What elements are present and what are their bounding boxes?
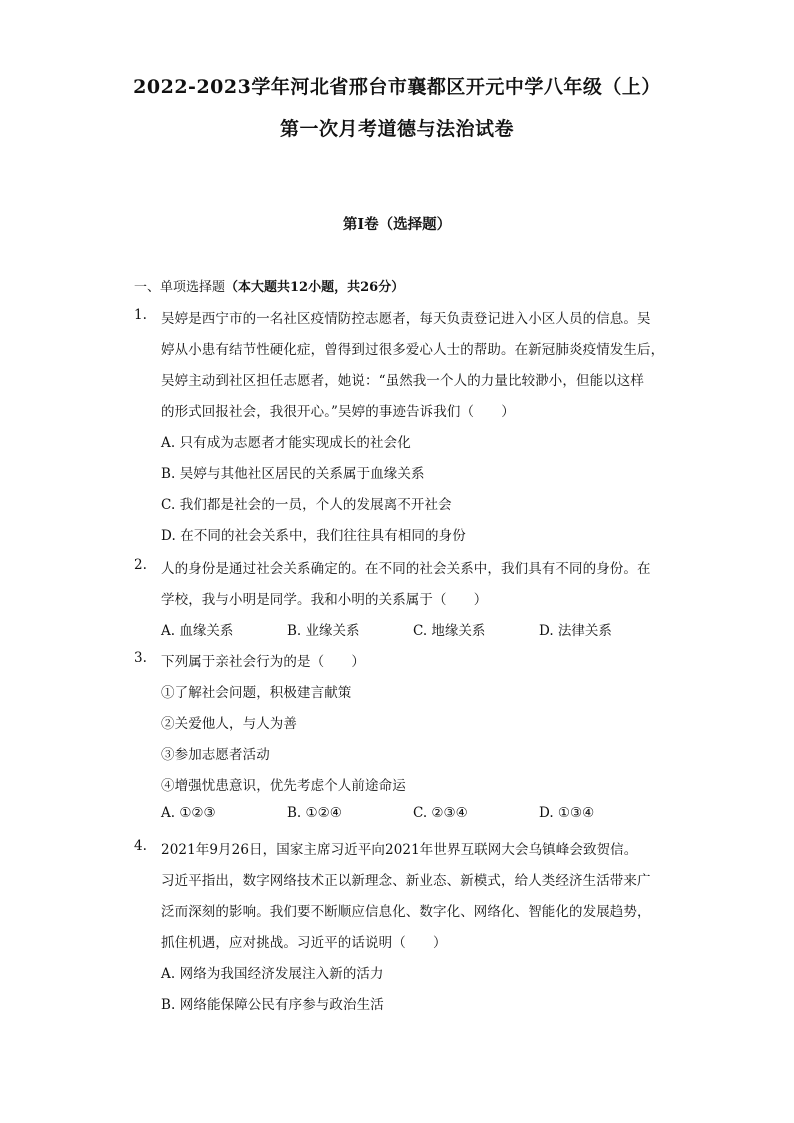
section-heading	[134, 276, 404, 295]
question-3-option-b: B. ①②④	[287, 805, 342, 821]
section-note: （本大题共12小题，共26分）	[225, 280, 405, 295]
question-3-statement-4: ④增强忧患意识，优先考虑个人前途命运	[161, 778, 406, 794]
question-2-option-d: D. 法律关系	[539, 623, 612, 639]
question-4-number: 4.	[134, 838, 147, 854]
section-title: 一、单项选择题	[134, 280, 226, 295]
question-4-line-3: 泛而深刻的影响。我们要不断顺应信息化、数字化、网络化、智能化的发展趋势，	[161, 904, 651, 920]
exam-title-line-2: 第一次月考道德与法治试卷	[279, 118, 514, 140]
question-2-line-2: 学校，我与小明是同学。我和小明的关系属于（ ）	[161, 592, 488, 608]
question-1-option-a: A. 只有成为志愿者才能实现成长的社会化	[161, 435, 411, 451]
question-1-line-3: 吴婷主动到社区担任志愿者，她说：“虽然我一个人的力量比较渺小，但能以这样	[161, 373, 645, 389]
question-2-option-a: A. 血缘关系	[161, 623, 234, 639]
volume-heading: 第Ⅰ卷（选择题）	[342, 216, 452, 233]
question-1-line-2: 婷从小患有结节性硬化症，曾得到过很多爱心人士的帮助。在新冠肺炎疫情发生后，	[161, 342, 665, 358]
question-4-line-4: 抓住机遇，应对挑战。习近平的话说明（ ）	[161, 935, 447, 951]
question-4-option-a: A. 网络为我国经济发展注入新的活力	[161, 966, 384, 982]
question-3-statement-1: ①了解社会问题，积极建言献策	[161, 685, 352, 701]
question-2-option-c: C. 地缘关系	[413, 623, 486, 639]
question-3-option-d: D. ①③④	[539, 805, 595, 821]
question-1-number: 1.	[134, 307, 147, 323]
question-3-option-c: C. ②③④	[413, 805, 468, 821]
question-4-line-2: 习近平指出，数字网络技术正以新理念、新业态、新模式，给人类经济生活带来广	[161, 873, 651, 889]
question-1-option-b: B. 吴婷与其他社区居民的关系属于血缘关系	[161, 466, 425, 482]
question-1-line-4: 的形式回报社会，我很开心。”吴婷的事迹告诉我们（ ）	[161, 404, 515, 420]
question-4-line-1: 2021年9月26日，国家主席习近平向2021年世界互联网大会乌镇峰会致贺信。	[161, 842, 638, 858]
question-3-number: 3.	[134, 650, 147, 666]
question-2-number: 2.	[134, 557, 147, 573]
question-4-option-b: B. 网络能保障公民有序参与政治生活	[161, 997, 384, 1013]
question-3-line-1: 下列属于亲社会行为的是（ ）	[161, 654, 365, 670]
question-3-option-a: A. ①②③	[161, 805, 216, 821]
question-1-option-c: C. 我们都是社会的一员，个人的发展离不开社会	[161, 497, 452, 513]
question-1-line-1: 吴婷是西宁市的一名社区疫情防控志愿者，每天负责登记进入小区人员的信息。吴	[161, 311, 651, 327]
question-3-statement-3: ③参加志愿者活动	[161, 747, 270, 763]
exam-title-line-1: 2022-2023学年河北省邢台市襄都区开元中学八年级（上）	[133, 76, 661, 98]
question-1-option-d: D. 在不同的社会关系中，我们往往具有相同的身份	[161, 528, 466, 544]
question-2-option-b: B. 业缘关系	[287, 623, 360, 639]
question-3-statement-2: ②关爱他人，与人为善	[161, 716, 297, 732]
question-2-line-1: 人的身份是通过社会关系确定的。在不同的社会关系中，我们具有不同的身份。在	[161, 561, 651, 577]
